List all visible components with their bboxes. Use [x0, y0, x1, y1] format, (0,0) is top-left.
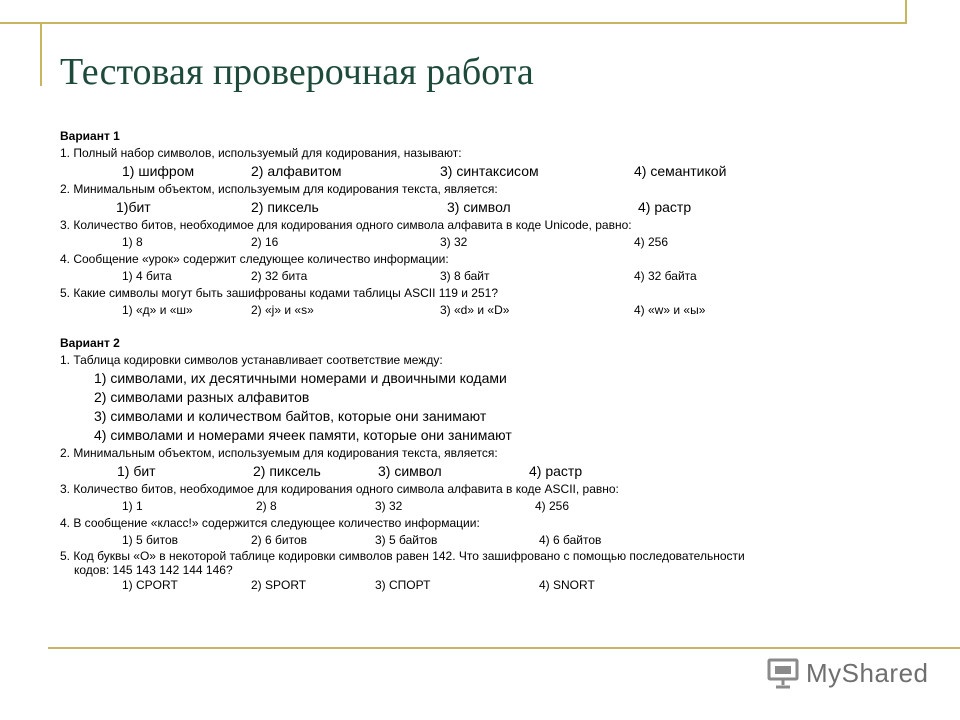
- answer-option: 3) 8 байт: [440, 269, 490, 283]
- answer-option: 1)бит: [116, 199, 151, 215]
- v2-q1-answer: [60, 426, 920, 445]
- answer-option: 4) растр: [529, 463, 583, 479]
- v1-q5-text: 5. Какие символы могут быть зашифрованы кодами таблицы ASCII 119 и 251?: [60, 286, 499, 300]
- answer-option: 1) 1: [122, 499, 143, 513]
- myshared-logo[interactable]: [766, 656, 929, 690]
- answer-option: 4) растр: [638, 199, 692, 215]
- v2-q1-text: 1. Таблица кодировки символов устанавливает соответствие между:: [60, 353, 443, 367]
- answer-option: 2) 32 бита: [251, 269, 308, 283]
- v2-q4-answers: [60, 532, 920, 549]
- answer-option: 1) 8: [122, 235, 143, 249]
- v2-q5-line2: кодов: 145 143 142 144 146?: [74, 563, 233, 577]
- page-title: Тестовая проверочная работа: [60, 51, 534, 93]
- v2-q1-answer: [60, 388, 920, 407]
- v2-q5-text: [60, 549, 920, 577]
- answer-option: 2) символами разных алфавитов: [94, 389, 310, 405]
- presentation-icon: [766, 656, 800, 690]
- right-rule: [905, 0, 907, 24]
- answer-option: 2) пиксель: [251, 199, 319, 215]
- answer-option: 1) символами, их десятичными номерами и двоичными кодами: [94, 370, 507, 386]
- top-rule: [0, 22, 905, 24]
- v2-q2-answers: [60, 462, 920, 481]
- answer-option: 2) 8: [256, 499, 277, 513]
- v1-q5-answers: [60, 302, 920, 319]
- v2-q3-text: 3. Количество битов, необходимое для кодирования одного символа алфавита в коде ASCII, равно:: [60, 482, 619, 496]
- answer-option: 1) CPORT: [122, 578, 178, 592]
- v1-q1-text: 1. Полный набор символов, используемый для кодирования, называют:: [60, 146, 462, 160]
- v1-q4-text: 4. Сообщение «урок» содержит следующее количество информации:: [60, 252, 449, 266]
- answer-option: 2) 16: [251, 235, 279, 249]
- answer-option: 2) пиксель: [253, 463, 321, 479]
- v2-q1-answer: [60, 407, 920, 426]
- answer-option: 4) 32 байта: [634, 269, 697, 283]
- answer-option: 1) 5 битов: [122, 533, 178, 547]
- answer-option: 1) шифром: [122, 163, 195, 179]
- answer-option: 2) «j» и «s»: [251, 303, 314, 317]
- answer-option: 4) «w» и «ы»: [634, 303, 706, 317]
- answer-option: 3) символ: [378, 463, 442, 479]
- v1-q3-answers: [60, 234, 920, 251]
- answer-option: 4) 256: [535, 499, 570, 513]
- answer-option: 3) «d» и «D»: [440, 303, 510, 317]
- answer-option: 3) символами и количеством байтов, которые они занимают: [94, 408, 487, 424]
- left-rule: [40, 22, 42, 86]
- v2-q5-line1: 5. Код буквы «О» в некоторой таблице кодировки символов равен 142. Что зашифровано с помощью последовательности: [60, 549, 745, 563]
- variant2-heading: Вариант 2: [60, 336, 120, 350]
- answer-option: 4) SNORT: [539, 578, 595, 592]
- variant1-heading: Вариант 1: [60, 129, 120, 143]
- v1-q4-answers: [60, 268, 920, 285]
- v2-q2-text: 2. Минимальным объектом, используемым для кодирования текста, является:: [60, 446, 498, 460]
- answer-option: 1) бит: [117, 463, 156, 479]
- v2-q1-answer: [60, 369, 920, 388]
- answer-option: 2) SPORT: [251, 578, 307, 592]
- test-content: [60, 128, 920, 594]
- bottom-rule: [48, 647, 960, 649]
- v2-q5-answers: [60, 577, 920, 594]
- answer-option: 4) семантикой: [634, 163, 727, 179]
- answer-option: 4) 6 байтов: [539, 533, 602, 547]
- v1-q1-answers: [60, 162, 920, 181]
- answer-option: 2) алфавитом: [251, 163, 342, 179]
- answer-option: 3) СПОРТ: [375, 578, 431, 592]
- v1-q2-answers: [60, 198, 920, 217]
- answer-option: 1) «д» и «ш»: [122, 303, 193, 317]
- logo-text: MyShared: [806, 657, 929, 688]
- v2-q3-answers: [60, 498, 920, 515]
- answer-option: 3) 32: [375, 499, 403, 513]
- answer-option: 4) символами и номерами ячеек памяти, которые они занимают: [94, 427, 512, 443]
- answer-option: 3) символ: [447, 199, 511, 215]
- answer-option: 1) 4 бита: [122, 269, 172, 283]
- answer-option: 3) 5 байтов: [375, 533, 438, 547]
- answer-option: 3) синтаксисом: [440, 163, 539, 179]
- v2-q4-text: 4. В сообщение «класс!» содержится следующее количество информации:: [60, 516, 480, 530]
- answer-option: 4) 256: [634, 235, 669, 249]
- answer-option: 3) 32: [440, 235, 468, 249]
- v1-q2-text: 2. Минимальным объектом, используемым для кодирования текста, является:: [60, 182, 498, 196]
- answer-option: 2) 6 битов: [251, 533, 307, 547]
- v1-q3-text: 3. Количество битов, необходимое для кодирования одного символа алфавита в коде Unicode, равно:: [60, 218, 632, 232]
